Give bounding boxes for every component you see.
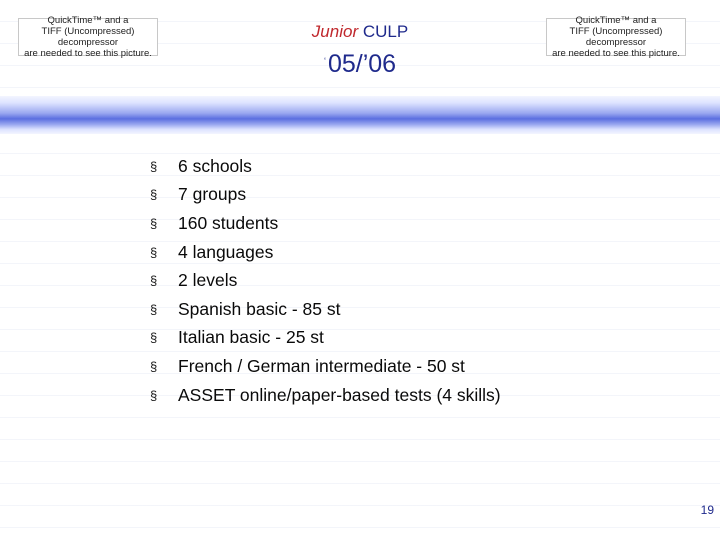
title-junior: Junior xyxy=(311,22,359,41)
bullet-text: 2 levels xyxy=(178,270,238,291)
bullet-text: 6 schools xyxy=(178,155,252,176)
bullet-marker: § xyxy=(150,301,158,317)
bullet-marker: § xyxy=(150,358,158,374)
bullet-text: 4 languages xyxy=(178,241,274,262)
bullet-item xyxy=(150,209,501,238)
bullet-text: 7 groups xyxy=(178,184,247,205)
bullet-marker: § xyxy=(150,244,158,260)
bullet-item xyxy=(150,266,501,295)
page-number: 19 xyxy=(700,503,714,517)
bullet-marker: § xyxy=(150,273,158,289)
bullet-marker: § xyxy=(150,330,158,346)
quicktime-line3: are needed to see this picture. xyxy=(552,48,680,59)
bullet-marker: § xyxy=(150,187,158,203)
slide-subtitle xyxy=(0,50,720,79)
bullet-item xyxy=(150,381,501,410)
bullet-item xyxy=(150,238,501,267)
bullet-text: French / German intermediate - 50 st xyxy=(178,355,465,376)
bullet-text: ASSET online/paper-based tests (4 skills) xyxy=(178,384,501,405)
bullet-item xyxy=(150,324,501,353)
quicktime-line3: are needed to see this picture. xyxy=(24,48,152,59)
title-year: 05/’06 xyxy=(327,50,397,78)
quicktime-line2: TIFF (Uncompressed) decompressor xyxy=(569,26,663,48)
bullet-marker: § xyxy=(150,387,158,403)
quicktime-line1: QuickTime™ and a xyxy=(575,15,657,26)
bullet-item xyxy=(150,181,501,210)
title-tick-mark: ‘ xyxy=(323,56,326,66)
quicktime-line1: QuickTime™ and a xyxy=(47,15,129,26)
header-gradient-band xyxy=(0,96,720,134)
slide-title xyxy=(0,22,720,42)
quicktime-line2: TIFF (Uncompressed) decompressor xyxy=(41,26,135,48)
bullet-item xyxy=(150,352,501,381)
bullet-item xyxy=(150,295,501,324)
bullet-text: 160 students xyxy=(178,212,279,233)
bullet-item xyxy=(150,152,501,181)
bullet-marker: § xyxy=(150,215,158,231)
bullet-text: Spanish basic - 85 st xyxy=(178,298,341,319)
bullet-marker: § xyxy=(150,158,158,174)
bullet-text: Italian basic - 25 st xyxy=(178,327,324,348)
title-culp: CULP xyxy=(362,22,409,41)
bullet-list xyxy=(150,152,501,409)
